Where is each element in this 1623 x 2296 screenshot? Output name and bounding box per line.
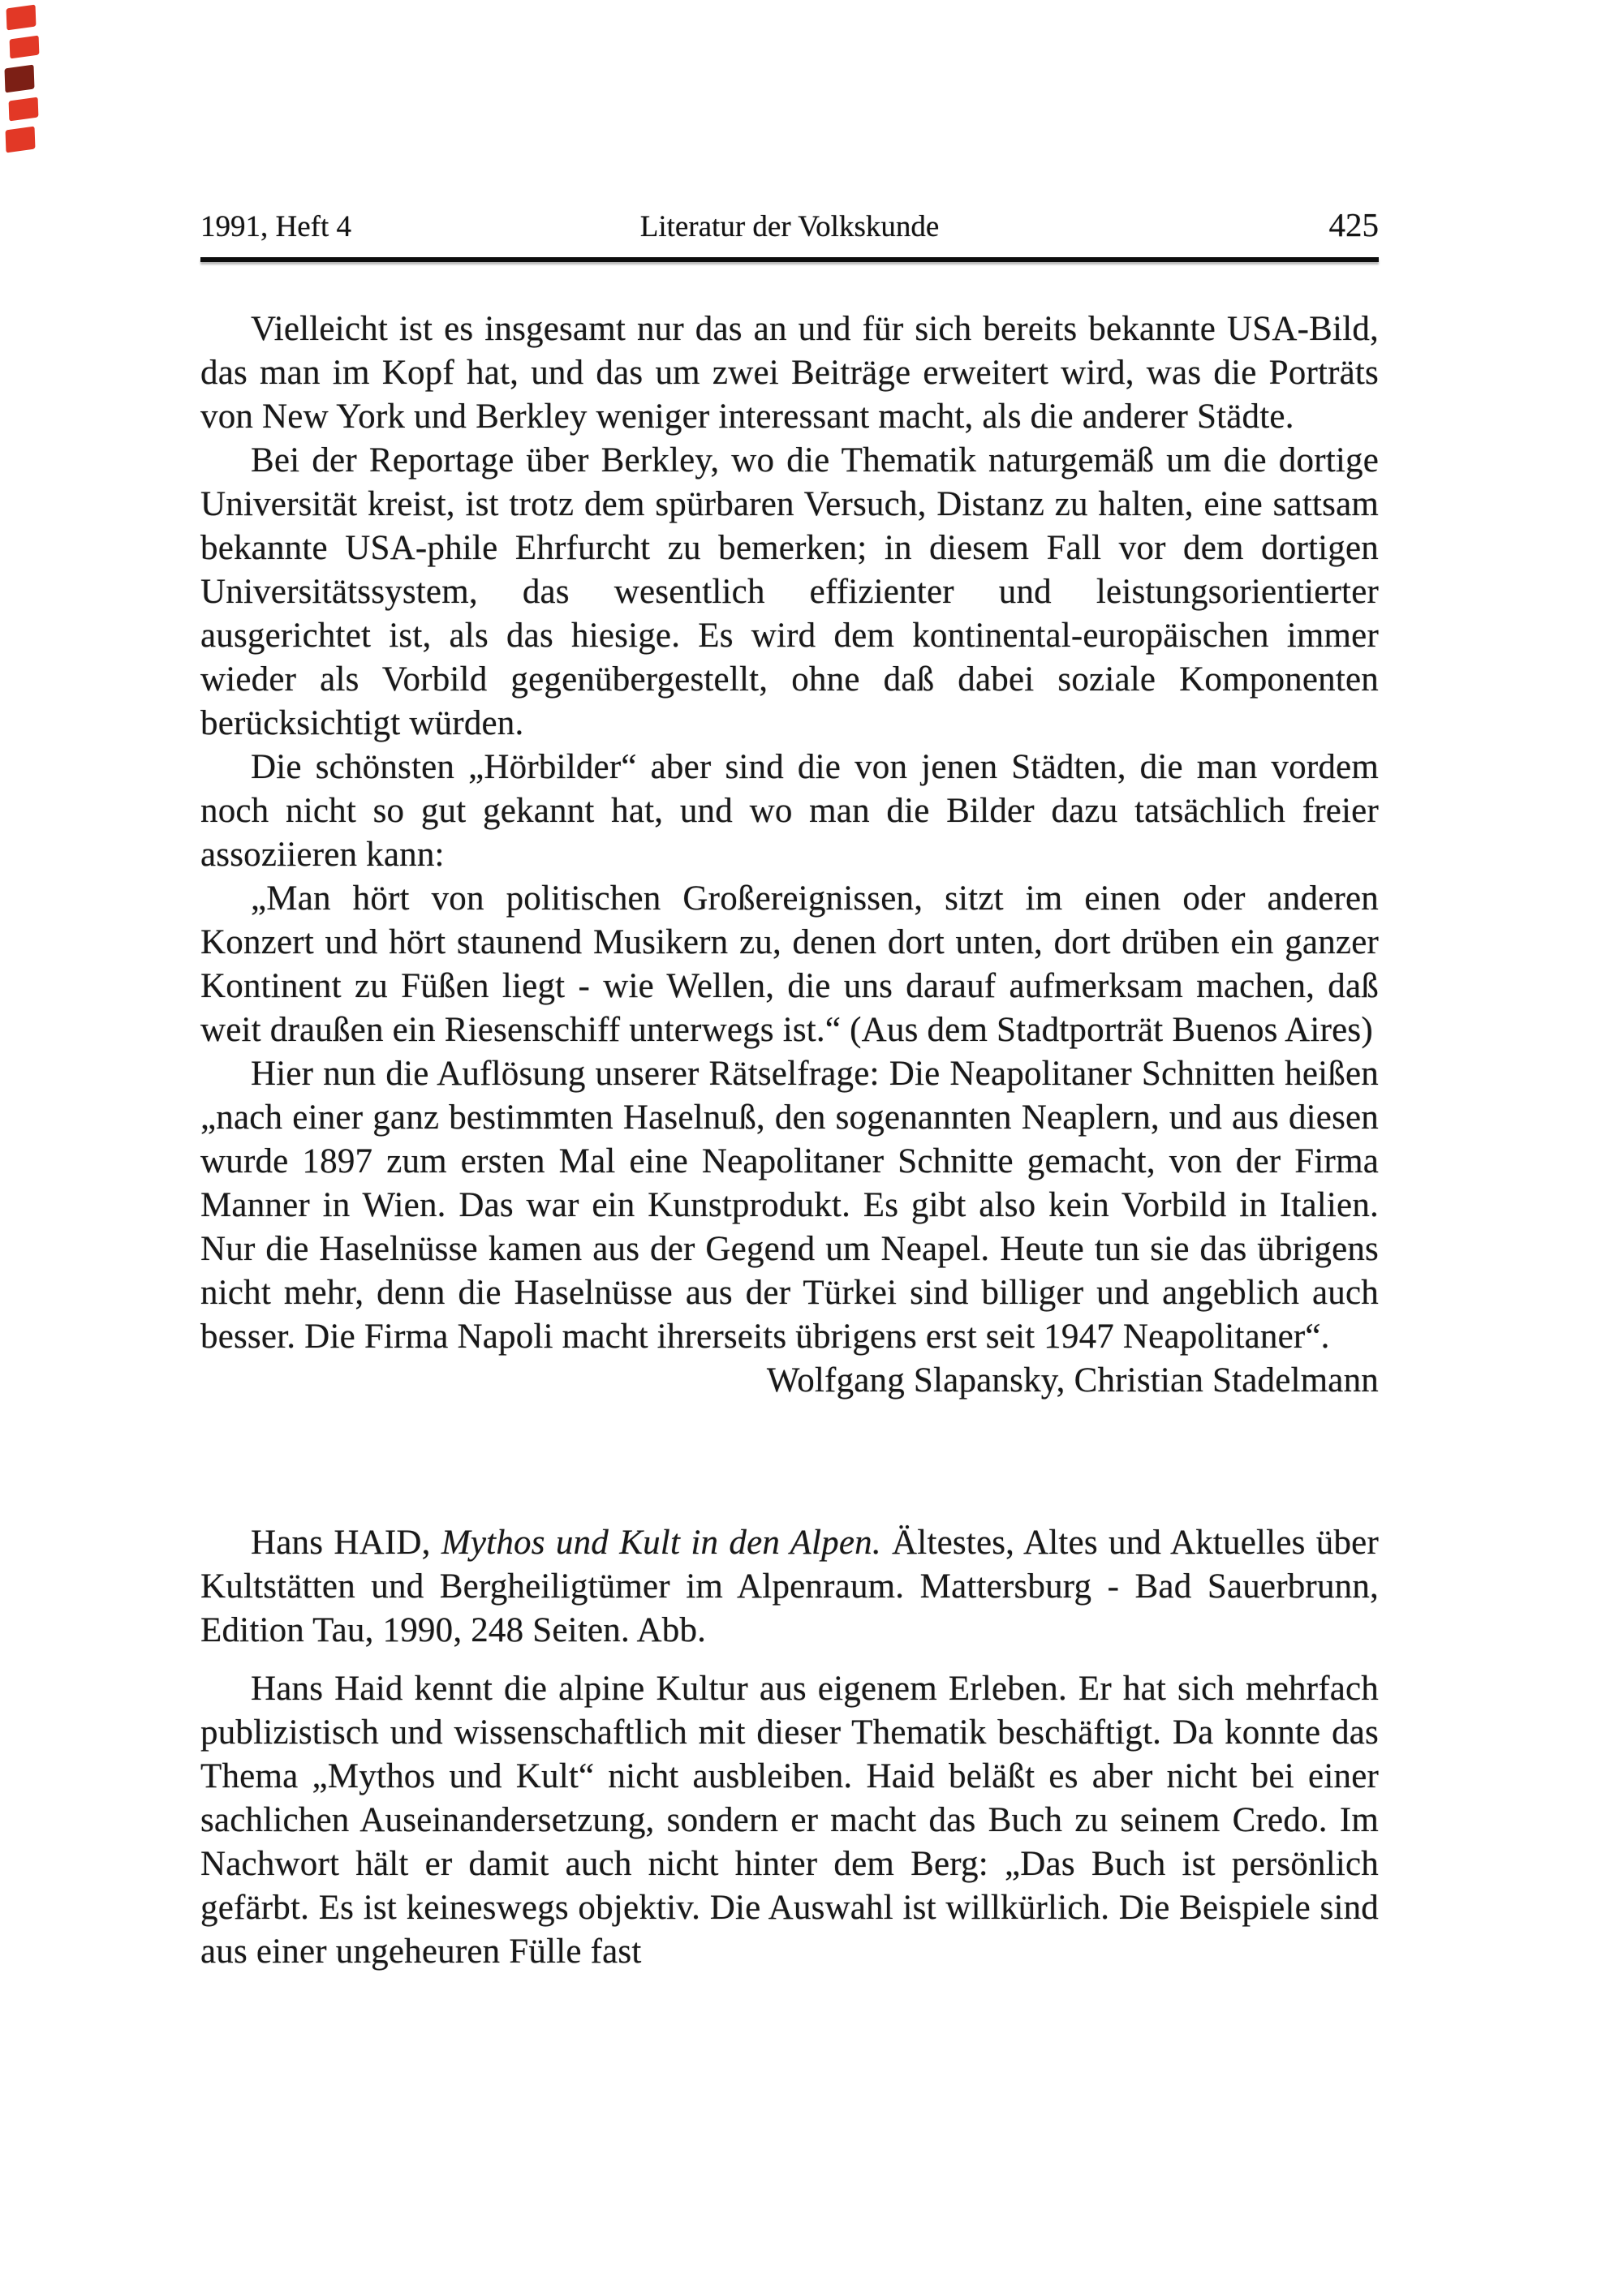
book-author: Hans HAID, [251, 1524, 441, 1562]
book-reference-heading [200, 1521, 1379, 1653]
journal-title: Literatur der Volkskunde [639, 210, 940, 243]
paragraph: „Man hört von politischen Großereignissen, sitzt im einen oder anderen Konzert und hört staunend Musikern zu, denen dort unten, dort drüben ein ganzer Kontinent zu Füßen liegt - wie Wellen, die uns darauf aufmerksam machen, daß weit draußen ein Riesenschiff unterwegs ist.“ (Aus dem Stadtporträt Buenos Aires) [200, 879, 1379, 1049]
issue-label: 1991, Heft 4 [200, 210, 351, 243]
paragraph-gap [200, 1653, 1379, 1667]
red-pen-mark [4, 65, 34, 93]
book-reference-details: Ältestes, Altes und Aktuelles über Kultstätten und Bergheiligtümer im Alpenraum. Mattersburg - Bad Sauerbrunn, Edition Tau, 1990, 248 Seiten. Abb. [200, 1524, 1379, 1649]
review-signature: Wolfgang Slapansky, Christian Stadelmann [766, 1361, 1379, 1400]
running-head [200, 208, 1379, 244]
header-rule [200, 257, 1379, 262]
paragraph: Die schönsten „Hörbilder“ aber sind die von jenen Städten, die man vordem noch nicht so gut gekannt hat, und wo man die Bilder dazu tatsächlich freier assoziieren kann: [200, 748, 1379, 874]
page-number: 425 [1328, 206, 1379, 243]
section-gap [200, 1403, 1379, 1521]
paragraph: Bei der Reportage über Berkley, wo die Thematik naturgemäß um die dortige Universität kreist, ist trotz dem spürbaren Versuch, Distanz zu halten, eine sattsam bekannte USA-phile Ehrfurcht zu bemerken; in diesem Fall vor dem dortigen Universitätssystem, das wesentlich effizienter und leistungsorientierter ausgerichtet ist, als das hiesige. Es wird dem kontinental-europäischen immer wieder als Vorbild gegenübergestellt, ohne daß dabei soziale Komponenten berücksichtigt würden. [200, 441, 1379, 742]
review-text [200, 307, 1379, 1974]
red-pen-mark [6, 127, 36, 153]
text-block [200, 208, 1379, 1974]
paragraph: Vielleicht ist es insgesamt nur das an und für sich bereits bekannte USA-Bild, das man im Kopf hat, und das um zwei Beiträge erweitert wird, was die Porträts von New York und Berkley weniger interessant macht, als die anderer Städte. [200, 310, 1379, 436]
red-pen-mark [6, 5, 37, 31]
book-title: Mythos und Kult in den Alpen. [441, 1524, 881, 1562]
paragraph: Hans Haid kennt die alpine Kultur aus eigenem Erleben. Er hat sich mehrfach publizistisch und wissenschaftlich mit dieser Thematik beschäftigt. Da konnte das Thema „Mythos und Kult“ nicht ausbleiben. Haid beläßt es aber nicht bei einer sachlichen Auseinandersetzung, sondern er macht das Buch zu seinem Credo. Im Nachwort hält er damit auch nicht hinter dem Berg: „Das Buch ist persönlich gefärbt. Es ist keineswegs objektiv. Die Auswahl ist willkürlich. Die Beispiele sind aus einer ungeheuren Fülle fast [200, 1670, 1379, 1971]
paragraph: Hier nun die Auflösung unserer Rätselfrage: Die Neapolitaner Schnitten heißen „nach einer ganz bestimmten Haselnuß, den sogenannten Neaplern, und aus diesen wurde 1897 zum ersten Mal eine Neapolitaner Schnitte gemacht, von der Firma Manner in Wien. Das war ein Kunstprodukt. Es gibt also kein Vorbild in Italien. Nur die Haselnüsse kamen aus der Gegend um Neapel. Heute tun sie das übrigens nicht mehr, denn die Haselnüsse aus der Türkei sind billiger und angeblich auch besser. Die Firma Napoli macht ihrerseits übrigens erst seit 1947 Neapolitaner“. [200, 1055, 1379, 1356]
red-pen-mark [10, 36, 40, 59]
red-pen-mark [9, 97, 39, 122]
red-pen-marks [3, 5, 52, 167]
